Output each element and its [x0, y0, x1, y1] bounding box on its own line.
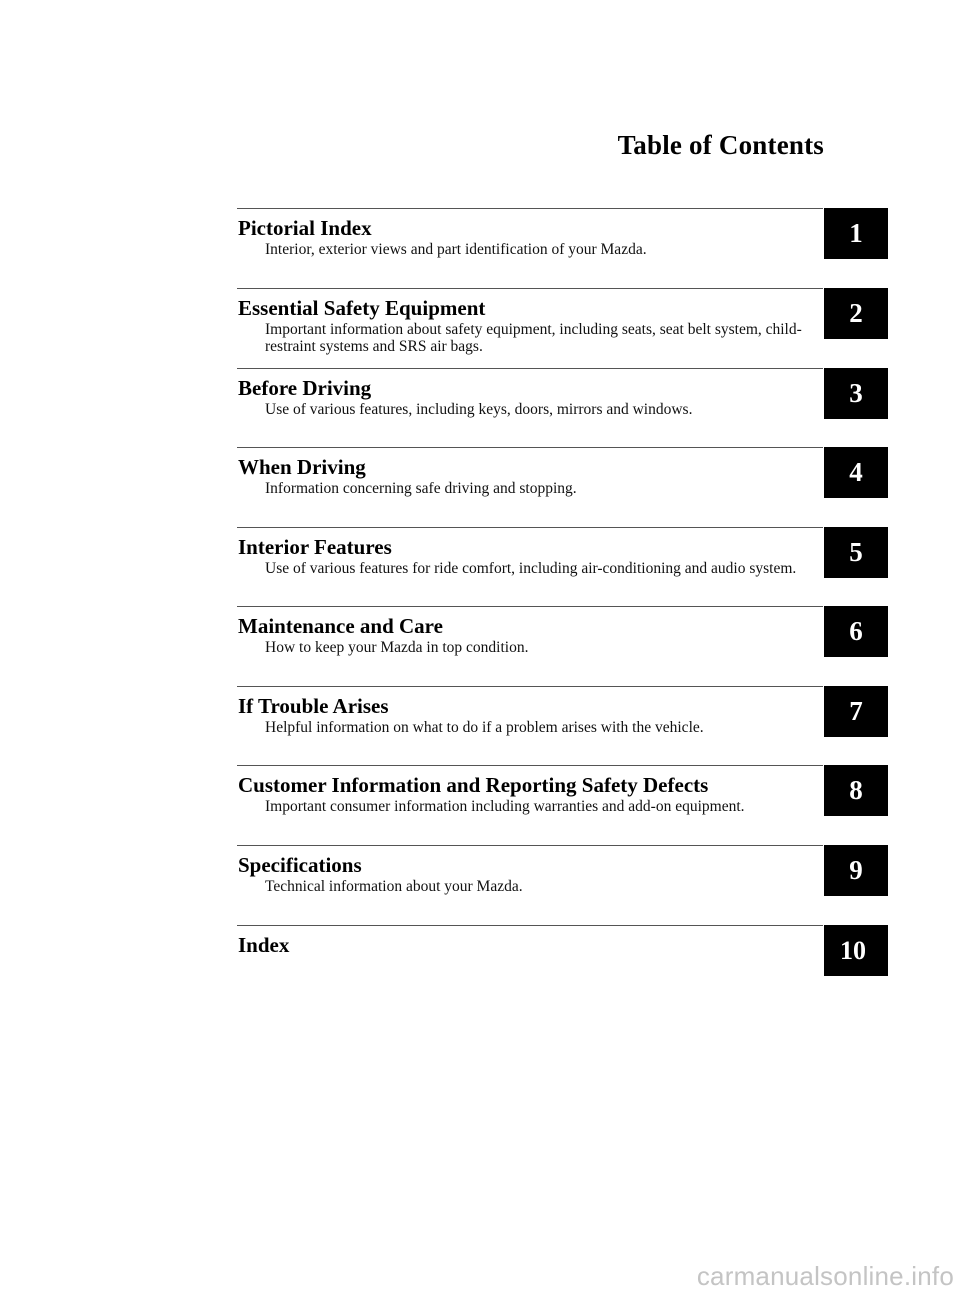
section-divider — [237, 845, 823, 846]
section-description: Important information about safety equipment, including seats, seat belt system, child-restraint systems and SRS air bags. — [265, 321, 802, 355]
section-divider — [237, 447, 823, 448]
section-tab-3[interactable]: 3 — [824, 368, 888, 419]
section-description: Helpful information on what to do if a problem arises with the vehicle. — [265, 719, 704, 736]
toc-entry-customer-information[interactable] — [237, 765, 888, 845]
section-divider — [237, 925, 823, 926]
toc-entry-when-driving[interactable] — [237, 447, 888, 527]
section-divider — [237, 606, 823, 607]
watermark: carmanualsonline.info — [696, 1261, 954, 1291]
section-divider — [237, 368, 823, 369]
toc-entry-if-trouble-arises[interactable] — [237, 686, 888, 766]
section-tab-5[interactable]: 5 — [824, 527, 888, 578]
toc-entry-before-driving[interactable] — [237, 368, 888, 448]
section-heading[interactable]: When Driving — [238, 455, 366, 479]
section-heading[interactable]: If Trouble Arises — [238, 694, 389, 718]
section-description: Use of various features, including keys, doors, mirrors and windows. — [265, 401, 693, 418]
section-description: Use of various features for ride comfort, including air-conditioning and audio system. — [265, 560, 797, 577]
section-divider — [237, 527, 823, 528]
section-heading[interactable]: Index — [238, 933, 290, 957]
section-description: How to keep your Mazda in top condition. — [265, 639, 529, 656]
section-tab-8[interactable]: 8 — [824, 765, 888, 816]
section-divider — [237, 208, 823, 209]
section-description: Technical information about your Mazda. — [265, 878, 523, 895]
toc-entry-index[interactable] — [237, 925, 888, 1005]
section-description: Interior, exterior views and part identification of your Mazda. — [265, 241, 647, 258]
section-tab-10[interactable]: 10 — [824, 925, 888, 976]
toc-entry-maintenance-and-care[interactable] — [237, 606, 888, 686]
section-tab-1[interactable]: 1 — [824, 208, 888, 259]
section-tab-4[interactable]: 4 — [824, 447, 888, 498]
toc-entry-specifications[interactable] — [237, 845, 888, 925]
section-heading[interactable]: Before Driving — [238, 376, 372, 400]
section-heading[interactable]: Specifications — [238, 853, 362, 877]
section-divider — [237, 288, 823, 289]
toc-entry-interior-features[interactable] — [237, 527, 888, 607]
section-description: Information concerning safe driving and stopping. — [265, 480, 577, 497]
section-heading[interactable]: Pictorial Index — [238, 216, 372, 240]
section-tab-7[interactable]: 7 — [824, 686, 888, 737]
section-heading[interactable]: Interior Features — [238, 535, 392, 559]
section-heading[interactable]: Customer Information and Reporting Safety Defects — [238, 773, 709, 797]
section-divider — [237, 765, 823, 766]
section-heading[interactable]: Maintenance and Care — [238, 614, 443, 638]
toc-entry-pictorial-index[interactable] — [237, 208, 888, 288]
section-heading[interactable]: Essential Safety Equipment — [238, 296, 486, 320]
section-tab-6[interactable]: 6 — [824, 606, 888, 657]
section-tab-9[interactable]: 9 — [824, 845, 888, 896]
section-divider — [237, 686, 823, 687]
toc-entry-essential-safety-equipment[interactable] — [237, 288, 888, 368]
section-description: Important consumer information including warranties and add-on equipment. — [265, 798, 745, 815]
page-title: Table of Contents — [617, 130, 824, 160]
section-tab-2[interactable]: 2 — [824, 288, 888, 339]
